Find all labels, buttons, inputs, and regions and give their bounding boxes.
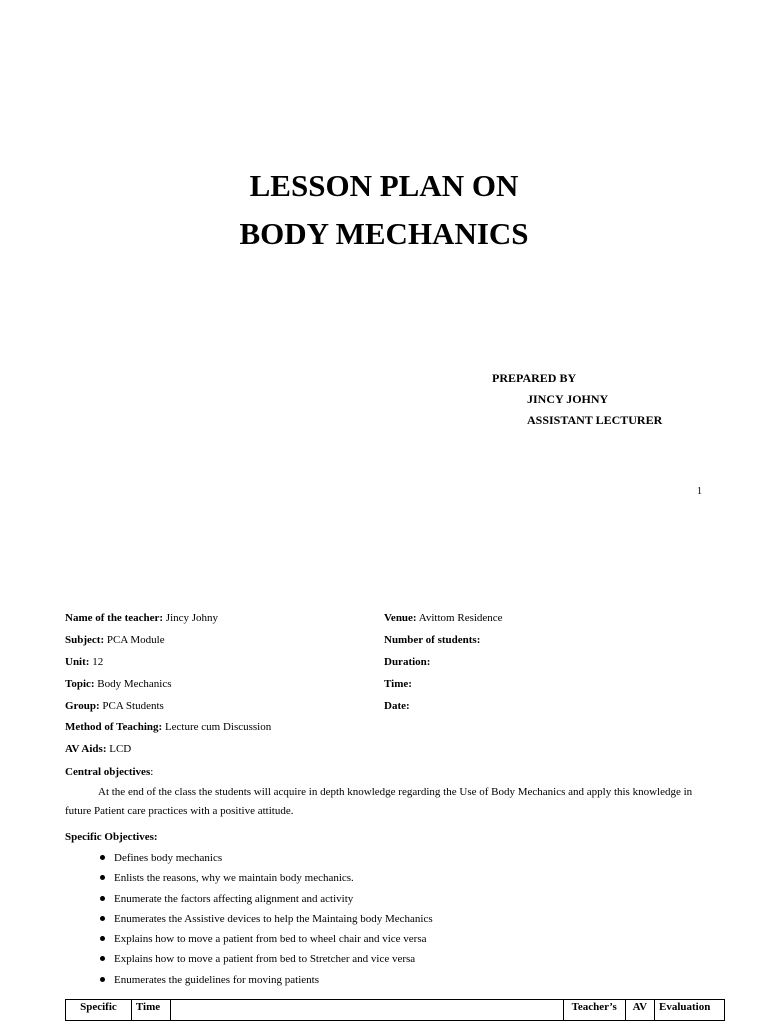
detail-topic xyxy=(65,677,172,691)
detail-label: Time: xyxy=(384,678,412,690)
detail-label: Date: xyxy=(384,700,410,712)
detail-venue xyxy=(384,611,503,625)
list-item-text: Enlists the reasons, why we maintain body mechanics. xyxy=(114,872,354,885)
detail-subject xyxy=(65,633,165,647)
detail-label: Method of Teaching: xyxy=(65,721,163,733)
detail-value: PCA Students xyxy=(99,700,164,712)
page-number: 1 xyxy=(697,486,702,497)
detail-number-of-students xyxy=(384,633,480,647)
detail-label: Venue: xyxy=(384,612,417,624)
detail-duration xyxy=(384,655,430,669)
title-line-2: BODY MECHANICS xyxy=(239,216,529,251)
detail-time xyxy=(384,677,412,691)
list-item xyxy=(100,973,433,993)
detail-teacher xyxy=(65,611,218,625)
list-item xyxy=(100,851,433,871)
detail-unit xyxy=(65,655,103,669)
header-specific: Specific xyxy=(66,1000,132,1021)
bullet-icon xyxy=(100,855,105,860)
specific-objectives-list xyxy=(100,851,433,993)
detail-value: Lecture cum Discussion xyxy=(162,721,272,733)
table-header-row xyxy=(66,1000,725,1021)
detail-value: LCD xyxy=(106,743,132,755)
list-item-text: Defines body mechanics xyxy=(114,852,223,864)
list-item xyxy=(100,912,433,932)
central-objectives-label: Central objectives xyxy=(65,766,151,778)
detail-date xyxy=(384,699,410,713)
prepared-by-label: PREPARED BY xyxy=(492,371,577,385)
list-item xyxy=(100,932,433,952)
detail-label: Duration: xyxy=(384,656,431,668)
detail-method xyxy=(65,720,271,734)
detail-label: Subject: xyxy=(65,634,105,646)
bullet-icon xyxy=(100,956,105,961)
specific-objectives-heading xyxy=(65,830,158,844)
detail-value: PCA Module xyxy=(104,634,165,646)
preparer-name: JINCY JOHNY xyxy=(527,392,609,406)
detail-av-aids xyxy=(65,742,131,756)
central-objectives-heading xyxy=(65,765,153,779)
list-item xyxy=(100,892,433,912)
header-av: AV xyxy=(625,1000,654,1021)
detail-label: Unit: xyxy=(65,656,90,668)
header-time: Time xyxy=(131,1000,171,1021)
detail-value: 12 xyxy=(89,656,104,668)
bullet-icon xyxy=(100,916,105,921)
lesson-plan-table xyxy=(65,999,725,1021)
bullet-icon xyxy=(100,875,105,880)
title-line-1: LESSON PLAN ON xyxy=(249,168,519,203)
bullet-icon xyxy=(100,977,105,982)
list-item-text: Explains how to move a patient from bed to Stretcher and vice versa xyxy=(114,953,416,966)
list-item-text: Enumerates the Assistive devices to help the Maintaing body Mechanics xyxy=(114,912,433,925)
bullet-icon xyxy=(100,896,105,901)
list-item xyxy=(100,952,433,972)
detail-value: Avittom Residence xyxy=(416,612,503,624)
list-item-text: Enumerate the factors affecting alignment and activity xyxy=(114,892,354,905)
detail-label: Name of the teacher: xyxy=(65,612,164,624)
detail-value: Body Mechanics xyxy=(94,678,172,690)
central-objectives-colon: : xyxy=(150,766,154,778)
central-objectives-body: At the end of the class the students will acquire in depth knowledge regarding the Use of Body Mechanics and apply this knowledge in future Patient care practices with a positive attitude. xyxy=(65,786,693,817)
list-item-text: Explains how to move a patient from bed to wheel chair and vice versa xyxy=(114,933,427,946)
central-objectives-text xyxy=(65,783,715,821)
list-item xyxy=(100,871,433,891)
list-item-text: Enumerates the guidelines for moving patients xyxy=(114,973,319,986)
preparer-designation: ASSISTANT LECTURER xyxy=(527,413,663,427)
detail-label: Topic: xyxy=(65,678,95,690)
bullet-icon xyxy=(100,936,105,941)
specific-objectives-label: Specific Objectives: xyxy=(65,831,158,843)
detail-label: Number of students: xyxy=(384,634,481,646)
detail-value: Jincy Johny xyxy=(163,612,219,624)
header-evaluation: Evaluation xyxy=(655,1000,725,1021)
detail-label: AV Aids: xyxy=(65,743,107,755)
detail-group xyxy=(65,699,164,713)
detail-label: Group: xyxy=(65,700,100,712)
header-content xyxy=(171,1000,563,1021)
header-teachers: Teacher’s xyxy=(563,1000,625,1021)
